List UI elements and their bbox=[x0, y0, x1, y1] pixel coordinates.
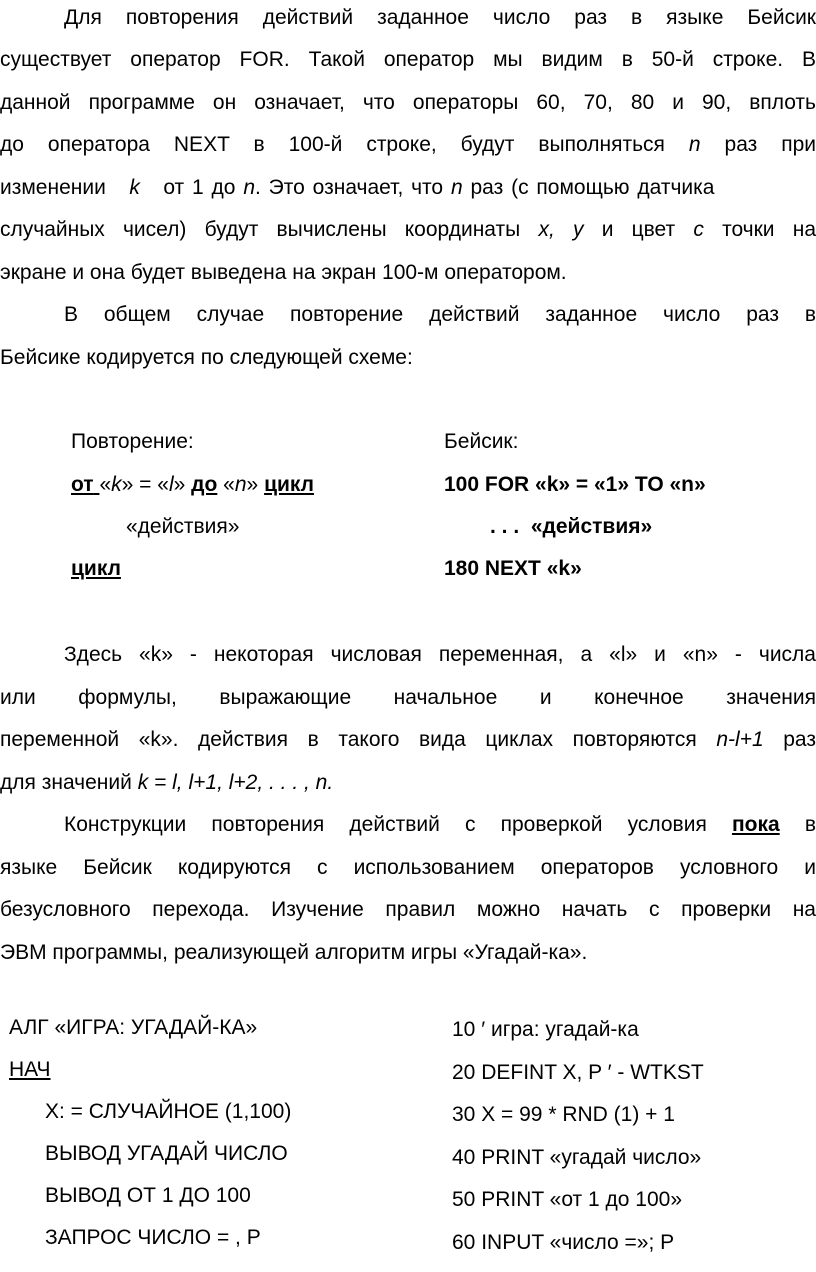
basic-program-line: 30 X = 99 * RND (1) + 1 bbox=[452, 1103, 675, 1126]
basic-program-line: 40 PRINT «угадай число» bbox=[452, 1146, 702, 1169]
scheme-actions: «действия» bbox=[126, 515, 240, 538]
p2-line-1: В общем случае повторение действий заданное число раз в bbox=[64, 303, 816, 326]
basic-actions-line: . . . «действия» bbox=[490, 515, 653, 538]
p4-line-2: языке Бейсик кодируются с использованием операторов условного и bbox=[0, 856, 816, 879]
p1-line-7: экране и она будет выведена на экран 100-м оператором. bbox=[0, 261, 567, 284]
p4-line-3: безусловного перехода. Изучение правил можно начать с проверки на bbox=[0, 898, 816, 921]
p4-line-4: ЭВМ программы, реализующей алгоритм игры «Угадай-ка». bbox=[0, 941, 588, 964]
p1-line-5: изменении k от 1 до n. Это означает, что n раз (с помощью датчика bbox=[0, 176, 715, 199]
basic-program-line: 50 PRINT «от 1 до 100» bbox=[452, 1188, 682, 1211]
p3-line-4: для значений k = l, l+1, l+2, . . . , n. bbox=[0, 771, 334, 794]
basic-program-line: 60 INPUT «число =»; P bbox=[452, 1231, 675, 1254]
p2-line-2: Бейсике кодируется по следующей схеме: bbox=[0, 346, 413, 369]
alg-line: ВЫВОД УГАДАЙ ЧИСЛО bbox=[45, 1142, 288, 1165]
p1-line-4: до оператора NEXT в 100-й строке, будут выполняться n раз при bbox=[0, 133, 816, 156]
scheme-left-header: Повторение: bbox=[71, 430, 194, 453]
p1-line-2: существует оператор FOR. Такой оператор мы видим в 50-й строке. В bbox=[0, 48, 816, 71]
scheme-loop-header: от «k» = «l» до «n» цикл bbox=[71, 473, 314, 496]
alg-line: ЗАПРОС ЧИСЛО = , P bbox=[45, 1226, 261, 1249]
basic-for-line: 100 FOR «k» = «1» TO «n» bbox=[444, 473, 706, 496]
alg-line: ВЫВОД ОТ 1 ДО 100 bbox=[45, 1184, 251, 1207]
p1-line-1: Для повторения действий заданное число раз в языке Бейсик bbox=[64, 6, 816, 29]
p1-line-3: данной программе он означает, что операторы 60, 70, 80 и 90, вплоть bbox=[0, 91, 816, 114]
basic-next-line: 180 NEXT «k» bbox=[444, 557, 582, 580]
p3-line-3: переменной «k». действия в такого вида циклах повторяются n-l+1 раз bbox=[0, 728, 816, 751]
p3-line-2: или формулы, выражающие начальное и конечное значения bbox=[0, 686, 816, 709]
p3-line-1: Здесь «k» - некоторая числовая переменная, а «l» и «n» - числа bbox=[64, 643, 816, 666]
scheme-right-header: Бейсик: bbox=[444, 430, 519, 453]
alg-title: АЛГ «ИГРА: УГАДАЙ-КА» bbox=[9, 1016, 258, 1039]
p1-line-6: случайных чисел) будут вычислены координаты x, y и цвет c точки на bbox=[0, 218, 816, 241]
alg-begin: НАЧ bbox=[9, 1058, 51, 1081]
scheme-loop-end: цикл bbox=[71, 557, 121, 580]
p4-line-1: Конструкции повторения действий с проверкой условия пока в bbox=[64, 813, 816, 836]
basic-program-line: 10 ′ игра: угадай-ка bbox=[452, 1018, 639, 1041]
alg-line: X: = СЛУЧАЙНОЕ (1,100) bbox=[45, 1100, 292, 1123]
basic-program-line: 20 DEFINT X, P ′ - WTKST bbox=[452, 1061, 704, 1084]
